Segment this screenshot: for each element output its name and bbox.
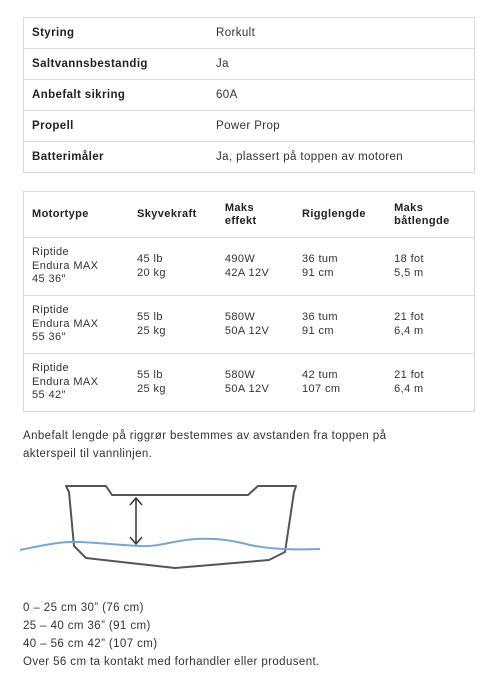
motor-type-cell: Riptide Endura MAX 45 36″ <box>24 238 130 296</box>
table-row <box>24 354 475 412</box>
power-cell <box>217 296 294 354</box>
spec-label: Batterimåler <box>24 142 197 173</box>
spec-row <box>24 111 475 142</box>
thrust-cell <box>129 296 217 354</box>
motor-type-cell: Riptide Endura MAX 55 42″ <box>24 354 130 412</box>
spec-value: Ja <box>196 49 475 80</box>
boat-length-cell <box>386 296 474 354</box>
spec-label: Anbefalt sikring <box>24 80 197 111</box>
rig-length-cell <box>294 296 386 354</box>
rig-length-inch: 36 tum <box>301 253 338 265</box>
thrust-kg: 20 kg <box>137 266 166 279</box>
header-thrust: Skyvekraft <box>129 192 217 238</box>
header-rig-length: Rigglengde <box>294 192 386 238</box>
thrust-kg: 25 kg <box>137 324 166 337</box>
spec-row <box>24 142 475 173</box>
boat-length-m: 6,4 m <box>394 382 424 395</box>
rig-length-cm: 107 cm <box>301 382 341 395</box>
boat-length-cell <box>386 354 474 412</box>
length-guide-item: Over 56 cm ta kontakt med forhandler eller produsent. <box>23 656 320 668</box>
motor-type-cell: Riptide Endura MAX 55 36″ <box>24 296 130 354</box>
power-amp: 50A 12V <box>224 382 270 395</box>
table-row <box>24 238 475 296</box>
power-watt: 580W <box>224 369 256 381</box>
thrust-lb: 45 lb <box>137 253 163 265</box>
spec-value: 60A <box>196 80 475 111</box>
boat-length-ft: 21 fot <box>394 369 425 381</box>
thrust-cell <box>129 354 217 412</box>
boat-length-m: 5,5 m <box>394 266 424 279</box>
rig-length-inch: 36 tum <box>301 311 338 323</box>
motor-table <box>23 191 475 412</box>
power-watt: 490W <box>224 253 256 265</box>
header-max-boat-length: Maks båtlengde <box>386 192 474 238</box>
spec-table <box>23 17 475 173</box>
rig-length-cell <box>294 238 386 296</box>
power-amp: 42A 12V <box>224 266 270 279</box>
power-cell <box>217 238 294 296</box>
spec-row <box>24 18 475 49</box>
header-max-power: Maks effekt <box>217 192 294 238</box>
power-watt: 580W <box>224 311 256 323</box>
boat-waterline-diagram <box>20 478 330 578</box>
boat-length-cell <box>386 238 474 296</box>
header-motortype: Motortype <box>24 192 130 238</box>
rig-length-cm: 91 cm <box>301 266 334 279</box>
table-row <box>24 296 475 354</box>
thrust-cell <box>129 238 217 296</box>
rig-length-advice: Anbefalt lengde på riggrør bestemmes av avstanden fra toppen på akterspeil til vannlinjen. <box>23 430 387 460</box>
power-amp: 50A 12V <box>224 324 270 337</box>
motor-table-header <box>24 192 475 238</box>
length-guide <box>23 599 320 671</box>
length-guide-item: 25 – 40 cm 36” (91 cm) <box>23 620 151 632</box>
spec-label: Styring <box>24 18 197 49</box>
length-guide-item: 0 – 25 cm 30” (76 cm) <box>23 602 144 614</box>
spec-label: Saltvannsbestandig <box>24 49 197 80</box>
length-guide-item: 40 – 56 cm 42” (107 cm) <box>23 638 158 650</box>
spec-label: Propell <box>24 111 197 142</box>
thrust-lb: 55 lb <box>137 369 163 381</box>
spec-value: Power Prop <box>196 111 475 142</box>
boat-length-ft: 18 fot <box>394 253 425 265</box>
rig-length-inch: 42 tum <box>301 369 338 381</box>
spec-row <box>24 80 475 111</box>
power-cell <box>217 354 294 412</box>
thrust-lb: 55 lb <box>137 311 163 323</box>
spec-value: Ja, plassert på toppen av motoren <box>196 142 475 173</box>
boat-length-ft: 21 fot <box>394 311 425 323</box>
boat-hull-shape <box>66 486 296 568</box>
boat-length-m: 6,4 m <box>394 324 424 337</box>
spec-value: Rorkult <box>196 18 475 49</box>
rig-length-cm: 91 cm <box>301 324 334 337</box>
thrust-kg: 25 kg <box>137 382 166 395</box>
rig-length-cell <box>294 354 386 412</box>
spec-row <box>24 49 475 80</box>
